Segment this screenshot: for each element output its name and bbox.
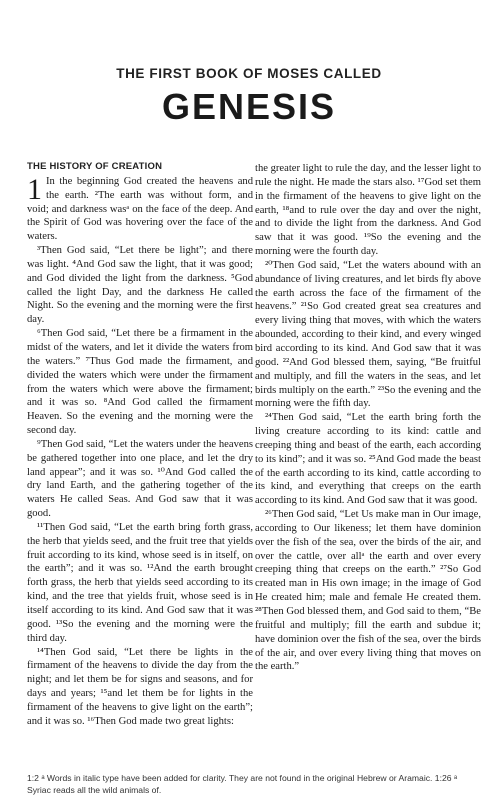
paragraph: ⁶Then God said, “Let there be a firmament in the midst of the waters, and let it divide the waters from the waters.” ⁷Thus God made the firmament, and divided the waters which were under the firmament from the waters which were above the firmament; and it was so. ⁸And God called the firmament Heaven. So the evening and the morning were the second day. [27, 328, 253, 437]
book-supertitle: THE FIRST BOOK OF MOSES CALLED [116, 66, 382, 81]
chapter-number: 1 [27, 172, 42, 206]
paragraph: ²⁴Then God said, “Let the earth bring forth the living creature according to its kind: cattle and creeping thing and beast of the earth, each according to its kind”; and it was so. ²⁵And God made the beast of the earth according to its kind, cattle according to its kind, and everything that creeps on the earth according to its kind. And God saw that it was good. [255, 412, 481, 507]
paragraph: ³Then God said, “Let there be light”; and there was light. ⁴And God saw the light, that it was good; and God divided the light from the darkness. ⁵God called the light Day, and the darkness He called Night. So the evening and the morning were the first day. [27, 245, 253, 326]
footnotes [27, 772, 471, 796]
paragraph: the greater light to rule the day, and the lesser light to rule the night. He made the stars also. ¹⁷God set them in the firmament of the heavens to give light on the earth, ¹⁸and to rule over the day and over the night, and to divide the light from the darkness. And God saw that it was good. ¹⁹So the evening and the morning were the fourth day. [255, 163, 481, 258]
footnote-text: 1:2 ᵃ Words in italic type have been added for clarity. They are not found in the original Hebrew or Aramaic. 1:26 ᵃ Syriac reads all the wild animals of. [27, 773, 458, 795]
section-heading: THE HISTORY OF CREATION [27, 161, 163, 172]
text-column-left [27, 160, 253, 729]
paragraph: ¹⁴Then God said, “Let there be lights in the firmament of the heavens to divide the day from the night; and let them be for signs and seasons, and for days and years; ¹⁵and let them be for lights in the firmament of the heavens to give light on the earth”; and it was so. ¹⁶Then God made two great lights: [27, 646, 253, 727]
paragraph-text: In the beginning God created the heavens and the earth. ²The earth was without form, and void; and darkness wasᵃ on the face of the deep. And the Spirit of God was hovering over the face of the waters. [27, 175, 253, 243]
paragraph: ²⁶Then God said, “Let Us make man in Our image, according to Our likeness; let them have dominion over the fish of the sea, over the birds of the air, and over the cattle, over allᵃ the earth and over every creeping thing that creeps on the earth.” ²⁷So God created man in His own image; in the image of God He created him; male and female He created them. ²⁸Then God blessed them, and God said to them, “Be fruitful and multiply; fill the earth and subdue it; have dominion over the fish of the sea, over the birds of the air, and over every living thing that moves on the earth.” [255, 509, 481, 673]
paragraph [27, 172, 253, 244]
paragraph: ¹¹Then God said, “Let the earth bring forth grass, the herb that yields seed, and the fruit tree that yields fruit according to its kind, whose seed is in itself, on the earth”; and it was so. ¹²And the earth brought forth grass, the herb that yields seed according to its kind, and the tree that yields fruit, whose seed is in itself according to its kind. And God saw that it was good. ¹³So the evening and the morning were the third day. [27, 521, 253, 644]
text-column-right [255, 162, 481, 674]
book-title: GENESIS [161, 86, 337, 127]
paragraph: ⁹Then God said, “Let the waters under the heavens be gathered together into one place, and let the dry land appear”; and it was so. ¹⁰And God called the dry land Earth, and the gathering together of the waters He called Seas. And God saw that it was good. [27, 438, 253, 520]
paragraph: ²⁰Then God said, “Let the waters abound with an abundance of living creatures, and let birds fly above the earth across the face of the firmament of the heavens.” ²¹So God created great sea creatures and every living thing that moves, with which the waters abounded, according to their kind, and every winged bird according to its kind. And God saw that it was good. ²²And God blessed them, saying, “Be fruitful and multiply, and fill the waters in the seas, and let birds multiply on the earth.” ²³So the evening and the morning were the fifth day. [255, 259, 481, 410]
